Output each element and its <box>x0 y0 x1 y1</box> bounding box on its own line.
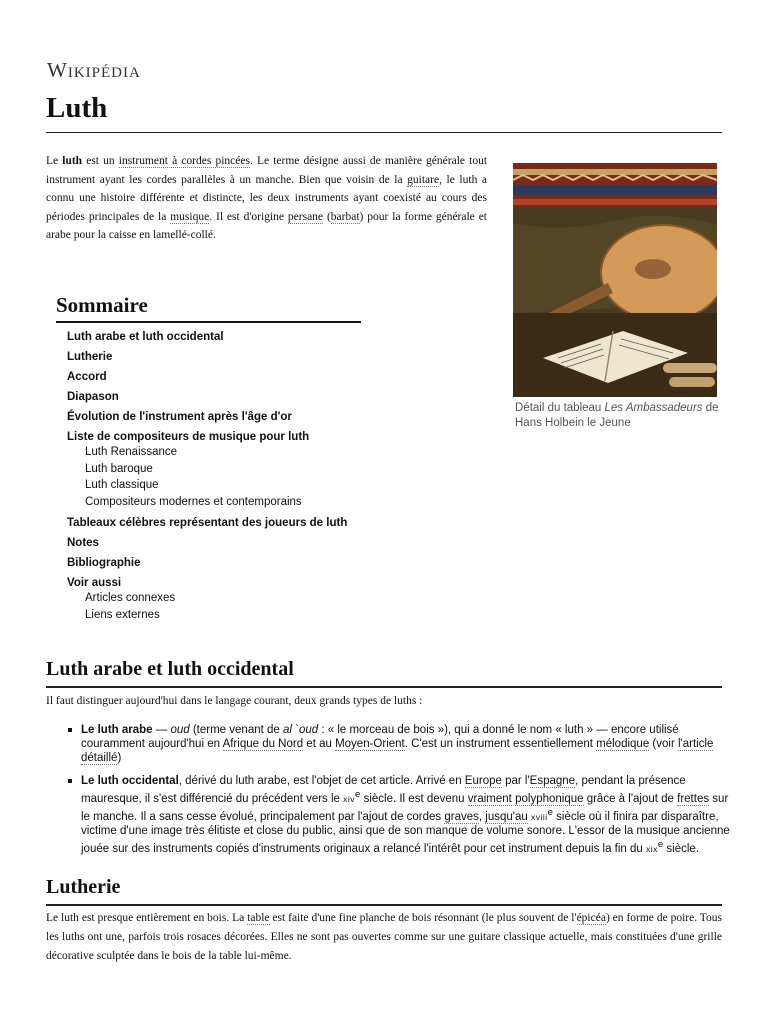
toc-item[interactable]: Liste de compositeurs de musique pour luth <box>67 431 310 443</box>
wikipedia-wordmark[interactable]: Wikipédia <box>47 58 141 82</box>
lute-painting-image[interactable] <box>513 163 717 397</box>
toc-subitem[interactable]: Luth baroque <box>85 462 153 475</box>
table-of-contents <box>56 293 361 626</box>
link-europe[interactable]: Europe <box>464 775 502 787</box>
toc-title: Sommaire <box>56 293 361 323</box>
toc-subitem[interactable]: Compositeurs modernes et contemporains <box>85 495 302 508</box>
list-item-luth-arabe: Le luth arabe — oud (terme venant de al `oud : « le morceau de bois »), qui a donné le nom « luth » — encore utilisé couramment aujourd'hui en Afrique du Nord et au Moyen-Orient. C'est un instrument essentiellement mélodique (voir l'article détaillé) <box>64 723 734 765</box>
toc-item[interactable]: Tableaux célèbres représentant des joueurs de luth <box>67 517 348 529</box>
link-polyphonique[interactable]: polyphonique <box>515 792 584 805</box>
section-heading-luth-arabe: Luth arabe et luth occidental <box>46 658 294 680</box>
link-afrique-du-nord[interactable]: Afrique du Nord <box>222 738 304 750</box>
luth-types-list <box>64 723 734 864</box>
section2-paragraph: Le luth est presque entièrement en bois. La table est faite d'une fine planche de bois résonnant (le plus souvent de l'épicéa) en forme de poire. Tous les luths ont une, parfois trois rosaces décorées. Elles ne sont pas ouvertes comme sur une guitare classique actuelle, mais constituées d'une grille décorative sculptée dans le bois de la table lui-même. <box>46 912 722 962</box>
link-vraiment[interactable]: vraiment <box>467 792 512 805</box>
list-item-luth-occidental: Le luth occidental, dérivé du luth arabe, est l'objet de cet article. Arrivé en Europe par l'Espagne, pendant la présence mauresque, il s'est différencié du précédent vers le xiv$^e$ siècle. Il est devenu vraiment polyphonique grâce à l'ajout de frettes sur le manche. Il a sans cesse évolué, principalement par l'ajout de cordes graves, jusqu'au xviii$^e$ siècle où il finira par disparaître, victime d'une image très élitiste et close du public, ainsi que de son manque de volume sonore. L'essor de la musique ancienne jouée sur des instruments copiés d'instruments originaux a relancé l'intérêt pour cet instrument depuis la fin du xix$^e$ siècle. <box>64 774 734 855</box>
link-instrument-a-cordes[interactable]: instrument à cordes pincées <box>118 155 250 167</box>
link-guitare[interactable]: guitare <box>407 173 440 186</box>
toc-item[interactable]: Accord <box>67 371 107 383</box>
link-barbat[interactable]: barbat <box>330 210 360 223</box>
term-luth: luth <box>62 155 83 167</box>
toc-item[interactable]: Notes <box>67 537 99 549</box>
toc-item[interactable]: Voir aussi <box>67 577 122 589</box>
link-jusquau[interactable]: jusqu'au <box>485 810 528 823</box>
figure-caption: Détail du tableau Les Ambassadeurs de Hans Holbein le Jeune <box>515 402 719 429</box>
intro-paragraph: Le luth est un instrument à cordes pincées. Le terme désigne aussi de manière générale tout instrument ayant les cordes parallèles à un manche. Bien que voisin de la guitare, le luth a connu une histoire différente et distincte, les deux instruments ayant coexisté au cours des périodes principales de la musique. Il est d'origine persane (barbat) pour la forme générale et arabe pour la caisse en lamellé-collé. <box>46 155 488 241</box>
toc-item[interactable]: Bibliographie <box>67 557 141 569</box>
link-musique[interactable]: musique <box>170 210 210 223</box>
toc-subitem[interactable]: Liens externes <box>85 608 160 621</box>
title-underline <box>46 132 722 133</box>
toc-subitem[interactable]: Luth Renaissance <box>85 446 178 458</box>
section-underline <box>46 904 722 906</box>
link-epicea[interactable]: épicéa <box>576 912 606 924</box>
toc-item[interactable]: Diapason <box>67 391 119 403</box>
link-table[interactable]: table <box>247 912 270 924</box>
lute-figure <box>513 163 719 431</box>
link-melodique[interactable]: mélodique <box>596 738 650 750</box>
link-frettes[interactable]: frettes <box>677 792 710 805</box>
toc-item[interactable]: Lutherie <box>67 351 113 363</box>
section-underline <box>46 686 722 688</box>
section-heading-lutherie: Lutherie <box>46 876 121 898</box>
link-article-detaille[interactable]: l'article détaillé <box>81 738 714 764</box>
toc-subitem[interactable]: Articles connexes <box>85 592 176 604</box>
toc-item[interactable]: Évolution de l'instrument après l'âge d'or <box>67 411 292 423</box>
toc-subitem[interactable]: Luth classique <box>85 479 159 491</box>
section1-lead: Il faut distinguer aujourd'hui dans le langage courant, deux grands types de luths : <box>46 695 423 707</box>
toc-item[interactable]: Luth arabe et luth occidental <box>67 331 224 343</box>
link-graves[interactable]: graves <box>444 810 479 823</box>
link-moyen-orient[interactable]: Moyen-Orient <box>335 738 405 750</box>
page-title: Luth <box>46 92 108 124</box>
link-persane[interactable]: persane <box>287 210 324 223</box>
link-espagne[interactable]: Espagne <box>529 775 576 787</box>
